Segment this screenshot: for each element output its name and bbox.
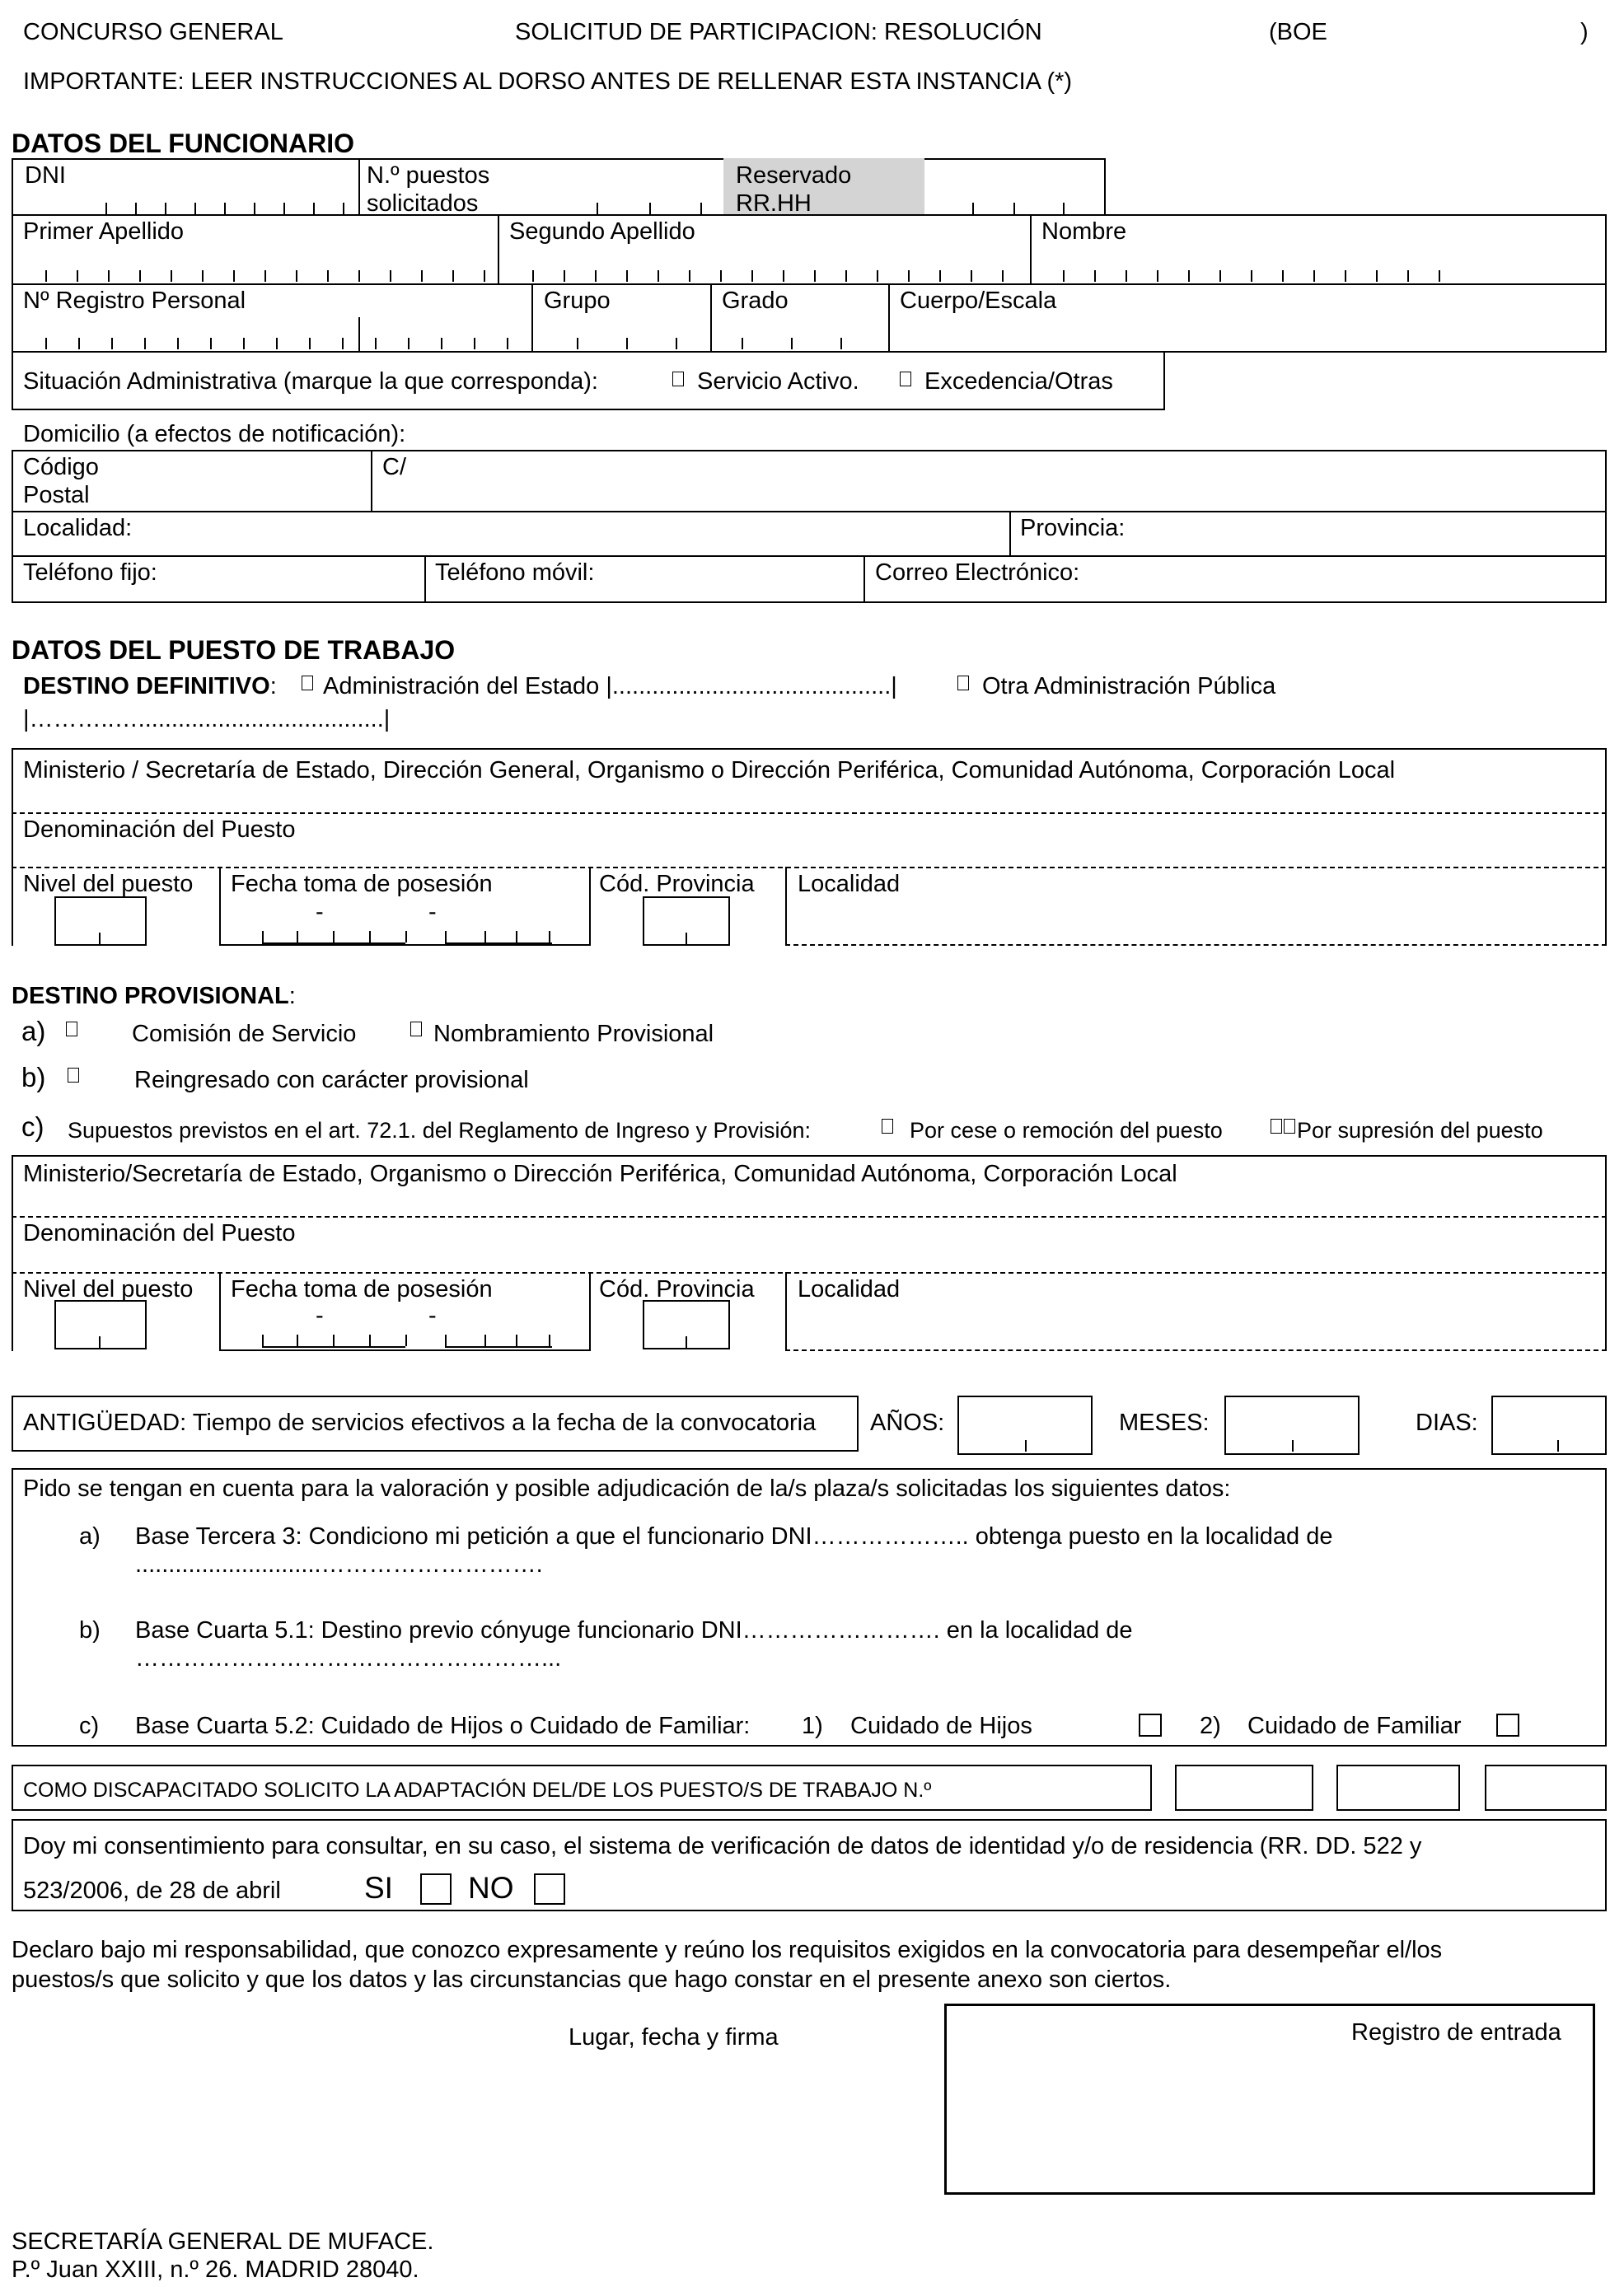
destino-definitivo-row: DESTINO DEFINITIVO: (23, 673, 277, 699)
tick (276, 338, 278, 349)
tick (254, 203, 255, 214)
tick (700, 203, 702, 214)
reingresado-label: Reingresado con carácter provisional (134, 1067, 529, 1093)
prov-denominacion-label: Denominación del Puesto (23, 1220, 296, 1246)
discapacitado-field-1[interactable] (1175, 1765, 1313, 1811)
reingresado-checkbox[interactable] (68, 1068, 79, 1083)
otra-admin-line: |………..….....................................| (23, 706, 391, 732)
tick (577, 338, 578, 349)
cp-field[interactable] (165, 478, 363, 509)
tick (165, 203, 166, 214)
tick (452, 270, 454, 282)
tick (689, 270, 690, 282)
primer-apellido-field[interactable] (16, 251, 494, 283)
tel-fijo-label: Teléfono fijo: (23, 559, 157, 586)
por-supresion-checkbox[interactable] (1271, 1119, 1282, 1134)
date-segment-line (262, 942, 335, 944)
dni-label: DNI (25, 162, 66, 189)
divider (589, 1272, 591, 1351)
tick (1376, 270, 1378, 282)
firma-area[interactable] (461, 2060, 890, 2191)
divider (785, 867, 787, 946)
tick (626, 270, 628, 282)
localidad-label: Localidad: (23, 515, 133, 541)
tick (177, 338, 179, 349)
date-tick (405, 931, 407, 942)
por-supresion-label: Por supresión del puesto (1297, 1118, 1543, 1143)
prov-nivel-label: Nivel del puesto (23, 1276, 194, 1303)
admin-estado-label: Administración del Estado |..........................................| (323, 673, 897, 699)
divider (219, 1272, 221, 1351)
date-tick (484, 931, 486, 942)
tick (1557, 1440, 1559, 1452)
divider (1605, 1272, 1607, 1351)
divider (498, 214, 499, 285)
prov-denominacion-field[interactable] (330, 1219, 1603, 1269)
reservado-label-1: Reservado (736, 162, 852, 189)
registro-entrada-label: Registro de entrada (1351, 2019, 1561, 2046)
date-tick (516, 1335, 517, 1346)
tick (474, 338, 475, 349)
prov-nivel-field[interactable] (54, 1300, 147, 1349)
tick (686, 1336, 687, 1348)
divider (12, 1272, 13, 1351)
cuerpo-field[interactable] (894, 317, 1603, 350)
tick (327, 270, 329, 282)
calle-label: C/ (382, 454, 406, 480)
registro-field[interactable] (16, 317, 527, 350)
cod-provincia-label: Cód. Provincia (599, 871, 755, 897)
denominacion-field[interactable] (330, 816, 1603, 865)
ministerio-field[interactable] (16, 783, 1603, 812)
tick (358, 270, 360, 282)
divider (12, 867, 13, 946)
tick (1439, 270, 1440, 282)
tick (375, 338, 377, 349)
header-left: CONCURSO GENERAL (23, 19, 283, 45)
cuidado-2-number: 2) (1200, 1713, 1221, 1739)
prov-ministerio-field[interactable] (16, 1186, 1603, 1214)
divider (424, 555, 426, 603)
situacion-label: Situación Administrativa (marque la que corresponda): (23, 368, 598, 395)
segundo-apellido-field[interactable] (503, 251, 1026, 283)
date-tick (262, 931, 264, 942)
discapacitado-label: COMO DISCAPACITADO SOLICITO LA ADAPTACIÓN DEL/DE LOS PUESTO/S DE TRABAJO N.º (23, 1779, 932, 1802)
tick (908, 270, 910, 282)
destino-provisional-row: DESTINO PROVISIONAL: (12, 983, 296, 1009)
cuerpo-label: Cuerpo/Escala (900, 288, 1057, 314)
prov-localidad-dashed-line (785, 1349, 1607, 1351)
tick (626, 338, 628, 349)
prov-ministerio-dashed-line (12, 1216, 1607, 1218)
primer-apellido-label: Primer Apellido (23, 218, 185, 245)
tick (484, 270, 485, 282)
tick (532, 270, 534, 282)
tick (877, 270, 878, 282)
date-tick (369, 1335, 371, 1346)
section-title-funcionario: DATOS DEL FUNCIONARIO (12, 129, 355, 158)
excedencia-label: Excedencia/Otras (924, 368, 1113, 395)
tick (720, 270, 722, 282)
tick (564, 270, 565, 282)
divider (1605, 283, 1607, 353)
otra-admin-label: Otra Administración Pública (982, 673, 1276, 699)
declaracion-line2: puestos/s que solicito y que los datos y las circunstancias que hago constar en el presente anexo son ciertos. (12, 1967, 1172, 1993)
base-b-text: Base Cuarta 5.1: Destino previo cónyuge funcionario DNI……………………. en la localidad de (135, 1617, 1133, 1644)
tick (1345, 270, 1346, 282)
fecha-dash-1: - (316, 899, 324, 925)
tick (1313, 270, 1315, 282)
puestos-field[interactable] (544, 177, 717, 214)
tick (296, 270, 297, 282)
date-tick (549, 931, 550, 942)
divider (1605, 867, 1607, 946)
nombre-field[interactable] (1035, 251, 1603, 283)
localidad-dashed-line (785, 944, 1607, 946)
firma-label: Lugar, fecha y firma (569, 2024, 779, 2051)
tick (1407, 270, 1409, 282)
fecha-label: Fecha toma de posesión (231, 871, 493, 897)
tick (283, 203, 285, 214)
tick (313, 203, 315, 214)
tick (1251, 270, 1252, 282)
tick (939, 270, 941, 282)
tick (441, 338, 442, 349)
tick (139, 270, 141, 282)
tick (742, 338, 743, 349)
excedencia-checkbox[interactable] (900, 372, 911, 386)
grupo-field[interactable] (536, 317, 704, 350)
tick (233, 270, 235, 282)
nombre-label: Nombre (1041, 218, 1127, 245)
puestos-label-1: N.º puestos (367, 162, 490, 189)
option-b-label: b) (21, 1062, 46, 1092)
segundo-apellido-label: Segundo Apellido (509, 218, 695, 245)
cuerpo-top-line (888, 283, 1607, 285)
base-c-label: c) (79, 1713, 100, 1739)
otra-admin-checkbox[interactable] (957, 676, 969, 690)
tick (649, 203, 651, 214)
date-segment-line (262, 1346, 335, 1348)
grado-field[interactable] (715, 317, 884, 350)
important-notice: IMPORTANTE: LEER INSTRUCCIONES AL DORSO ANTES DE RELLENAR ESTA INSTANCIA (*) (23, 68, 1073, 95)
divider (710, 283, 712, 353)
tick (390, 270, 391, 282)
tick (99, 1336, 101, 1348)
tick (1188, 270, 1190, 282)
tick (243, 338, 245, 349)
cuidado-hijos-label: Cuidado de Hijos (850, 1713, 1032, 1739)
nombramiento-label: Nombramiento Provisional (433, 1021, 714, 1047)
tick (194, 203, 196, 214)
domicilio-label: Domicilio (a efectos de notificación): (23, 421, 406, 447)
footer-line2: P.º Juan XXIII, n.º 26. MADRID 28040. (12, 2257, 419, 2283)
dias-label: DIAS: (1416, 1410, 1478, 1436)
divider (531, 283, 533, 353)
por-supresion-checkbox-2[interactable] (1284, 1119, 1295, 1134)
grupo-label: Grupo (544, 288, 611, 314)
tick (1126, 270, 1127, 282)
consentimiento-line1: Doy mi consentimiento para consultar, en su caso, el sistema de verificación de datos de identidad y/o de residencia (RR. DD. 522 y (23, 1833, 1422, 1859)
tick (845, 270, 847, 282)
tick (791, 338, 793, 349)
tick (144, 338, 146, 349)
tick (135, 203, 137, 214)
tick (783, 270, 784, 282)
ministerio-label: Ministerio / Secretaría de Estado, Dirección General, Organismo o Dirección Periférica, Comunidad Autónoma, Corporación Local (23, 757, 1396, 783)
anos-label: AÑOS: (870, 1410, 945, 1436)
date-tick (333, 931, 335, 942)
tick (971, 270, 972, 282)
grado-label: Grado (722, 288, 789, 314)
base-c-text: Base Cuarta 5.2: Cuidado de Hijos o Cuidado de Familiar: (135, 1713, 751, 1739)
correo-label: Correo Electrónico: (875, 559, 1080, 586)
prov-fecha-posesion-field[interactable] (222, 1302, 585, 1348)
nivel-field[interactable] (54, 896, 147, 946)
prov-fecha-bottom-line (219, 1349, 591, 1351)
divider (1009, 511, 1011, 557)
prov-fecha-dash-1: - (316, 1303, 324, 1329)
date-tick (516, 931, 517, 942)
tick (45, 270, 47, 282)
cuidado-1-number: 1) (802, 1713, 823, 1739)
por-cese-label: Por cese o remoción del puesto (910, 1118, 1223, 1143)
tick (658, 270, 659, 282)
tick (1013, 203, 1015, 214)
divider (785, 1272, 787, 1351)
option-c-label: c) (21, 1111, 44, 1142)
divider (863, 555, 865, 603)
tick (108, 270, 110, 282)
tick (686, 933, 687, 944)
si-label: SI (364, 1871, 393, 1905)
no-checkbox[interactable] (534, 1873, 565, 1905)
destino-provisional-label: DESTINO PROVISIONAL (12, 983, 289, 1009)
tick (597, 203, 598, 214)
divider (219, 867, 221, 946)
date-segment-line (333, 942, 405, 944)
nivel-label: Nivel del puesto (23, 871, 194, 897)
tick (224, 203, 226, 214)
valoracion-box (12, 1468, 1607, 1747)
tick (751, 270, 753, 282)
header-boe: (BOE (1269, 19, 1327, 45)
comision-label: Comisión de Servicio (132, 1021, 357, 1047)
tick (210, 338, 212, 349)
tick (1157, 270, 1158, 282)
denominacion-label: Denominación del Puesto (23, 816, 296, 843)
denominacion-dashed-line (12, 867, 1607, 868)
nombramiento-checkbox[interactable] (410, 1022, 422, 1036)
option-a-label: a) (21, 1016, 46, 1046)
base-a-label: a) (79, 1523, 101, 1550)
provincia-field[interactable] (1145, 514, 1598, 554)
tel-fijo-field[interactable] (173, 560, 420, 600)
tick (1292, 1440, 1294, 1452)
date-segment-line (445, 1346, 552, 1348)
divider (358, 158, 360, 216)
base-a-text: Base Tercera 3: Condiciono mi petición a que el funcionario DNI……………….. obtenga puesto en la localidad de (135, 1523, 1333, 1550)
base-a-line2: ............................………………………. (135, 1551, 543, 1578)
tick (1094, 270, 1096, 282)
tick (840, 338, 842, 349)
supuestos-label: Supuestos previstos en el art. 72.1. del Reglamento de Ingreso y Provisión: (68, 1118, 812, 1143)
tick (1282, 270, 1284, 282)
header-boe-close: ) (1580, 19, 1589, 45)
date-tick (484, 1335, 486, 1346)
tick (972, 203, 974, 214)
meses-label: MESES: (1119, 1410, 1210, 1436)
reservado-label-2: RR.HH (736, 190, 812, 217)
calle-field[interactable] (412, 453, 1598, 507)
no-label: NO (468, 1871, 514, 1905)
tick (1025, 1440, 1027, 1452)
prov-denominacion-dashed-line (12, 1272, 1607, 1274)
tick (421, 270, 423, 282)
tick (105, 203, 107, 214)
destino-definitivo-label: DESTINO DEFINITIVO (23, 673, 270, 699)
ministerio-dashed-line (12, 812, 1607, 814)
tick (1219, 270, 1221, 282)
tick (342, 338, 344, 349)
divider (358, 317, 360, 352)
discapacitado-field-3[interactable] (1485, 1765, 1607, 1811)
base-b-line2: ……………………………………………... (135, 1645, 562, 1672)
date-tick (369, 931, 371, 942)
prov-fecha-dash-2: - (428, 1303, 437, 1329)
date-tick (445, 1335, 447, 1346)
cuidado-familiar-checkbox[interactable] (1496, 1714, 1519, 1737)
tick (45, 338, 47, 349)
section-title-puesto: DATOS DEL PUESTO DE TRABAJO (12, 635, 456, 665)
discapacitado-field-2[interactable] (1336, 1765, 1460, 1811)
tick (99, 933, 101, 944)
si-checkbox[interactable] (420, 1873, 452, 1905)
tick (814, 270, 816, 282)
date-tick (262, 1335, 264, 1346)
tick (171, 270, 172, 282)
cuidado-familiar-label: Cuidado de Familiar (1247, 1713, 1462, 1739)
declaracion-line1: Declaro bajo mi responsabilidad, que conozco expresamente y reúno los requisitos exigidos en la convocatoria para desempeñar el/los (12, 1937, 1443, 1963)
cp-label-1: Código (23, 454, 99, 480)
cp-label-2: Postal (23, 482, 90, 508)
antiguedad-label: ANTIGÜEDAD: Tiempo de servicios efectivos a la fecha de la convocatoria (23, 1410, 817, 1436)
tick (111, 338, 113, 349)
tick (309, 338, 311, 349)
prov-fecha-label: Fecha toma de posesión (231, 1276, 493, 1303)
tick (264, 270, 266, 282)
servicio-activo-checkbox[interactable] (672, 372, 684, 386)
fecha-posesion-field[interactable] (222, 898, 585, 942)
footer-line1: SECRETARÍA GENERAL DE MUFACE. (12, 2229, 434, 2255)
provincia-label: Provincia: (1020, 515, 1126, 541)
tick (78, 338, 80, 349)
registro-label: Nº Registro Personal (23, 288, 246, 314)
header-title: SOLICITUD DE PARTICIPACION: RESOLUCIÓN (515, 19, 1042, 45)
localidad-field[interactable] (165, 514, 997, 554)
tick (1063, 203, 1065, 214)
tick (1063, 270, 1065, 282)
date-tick (297, 931, 298, 942)
por-cese-checkbox[interactable] (882, 1119, 893, 1134)
situacion-right-line (1165, 351, 1607, 353)
tick (77, 270, 78, 282)
localidad-puesto-field[interactable] (791, 898, 1603, 941)
date-tick (445, 931, 447, 942)
date-segment-line (333, 1346, 405, 1348)
cuidado-hijos-checkbox[interactable] (1139, 1714, 1162, 1737)
prov-localidad-label: Localidad (798, 1276, 901, 1303)
dias-field[interactable] (1491, 1396, 1607, 1455)
tick (507, 338, 508, 349)
base-b-label: b) (79, 1617, 101, 1644)
divider (589, 867, 591, 946)
prov-ministerio-label: Ministerio/Secretaría de Estado, Organismo o Dirección Periférica, Comunidad Autónoma, Corporación Local (23, 1161, 1177, 1187)
fecha-bottom-line (219, 944, 591, 946)
comision-checkbox[interactable] (66, 1022, 77, 1036)
tel-movil-label: Teléfono móvil: (435, 559, 595, 586)
tick (202, 270, 204, 282)
consentimiento-line2: 523/2006, de 28 de abril (23, 1878, 281, 1904)
divider (1030, 214, 1032, 285)
tick (408, 338, 410, 349)
fecha-dash-2: - (428, 899, 437, 925)
prov-localidad-field[interactable] (791, 1302, 1603, 1346)
date-tick (549, 1335, 550, 1346)
divider (371, 450, 372, 512)
tick (343, 203, 344, 214)
date-tick (297, 1335, 298, 1346)
tick (595, 270, 597, 282)
prov-cod-provincia-label: Cód. Provincia (599, 1276, 755, 1303)
localidad-puesto-label: Localidad (798, 871, 901, 897)
date-segment-line (445, 942, 552, 944)
correo-field[interactable] (1096, 560, 1598, 600)
tick (1002, 270, 1004, 282)
tel-movil-field[interactable] (610, 560, 857, 600)
date-tick (333, 1335, 335, 1346)
tick (676, 338, 677, 349)
date-tick (405, 1335, 407, 1346)
puestos-label-2: solicitados (367, 190, 479, 217)
admin-estado-checkbox[interactable] (302, 676, 313, 690)
valoracion-intro: Pido se tengan en cuenta para la valoración y posible adjudicación de la/s plaza/s solicitadas los siguientes datos: (23, 1476, 1231, 1502)
servicio-activo-label: Servicio Activo. (697, 368, 859, 395)
